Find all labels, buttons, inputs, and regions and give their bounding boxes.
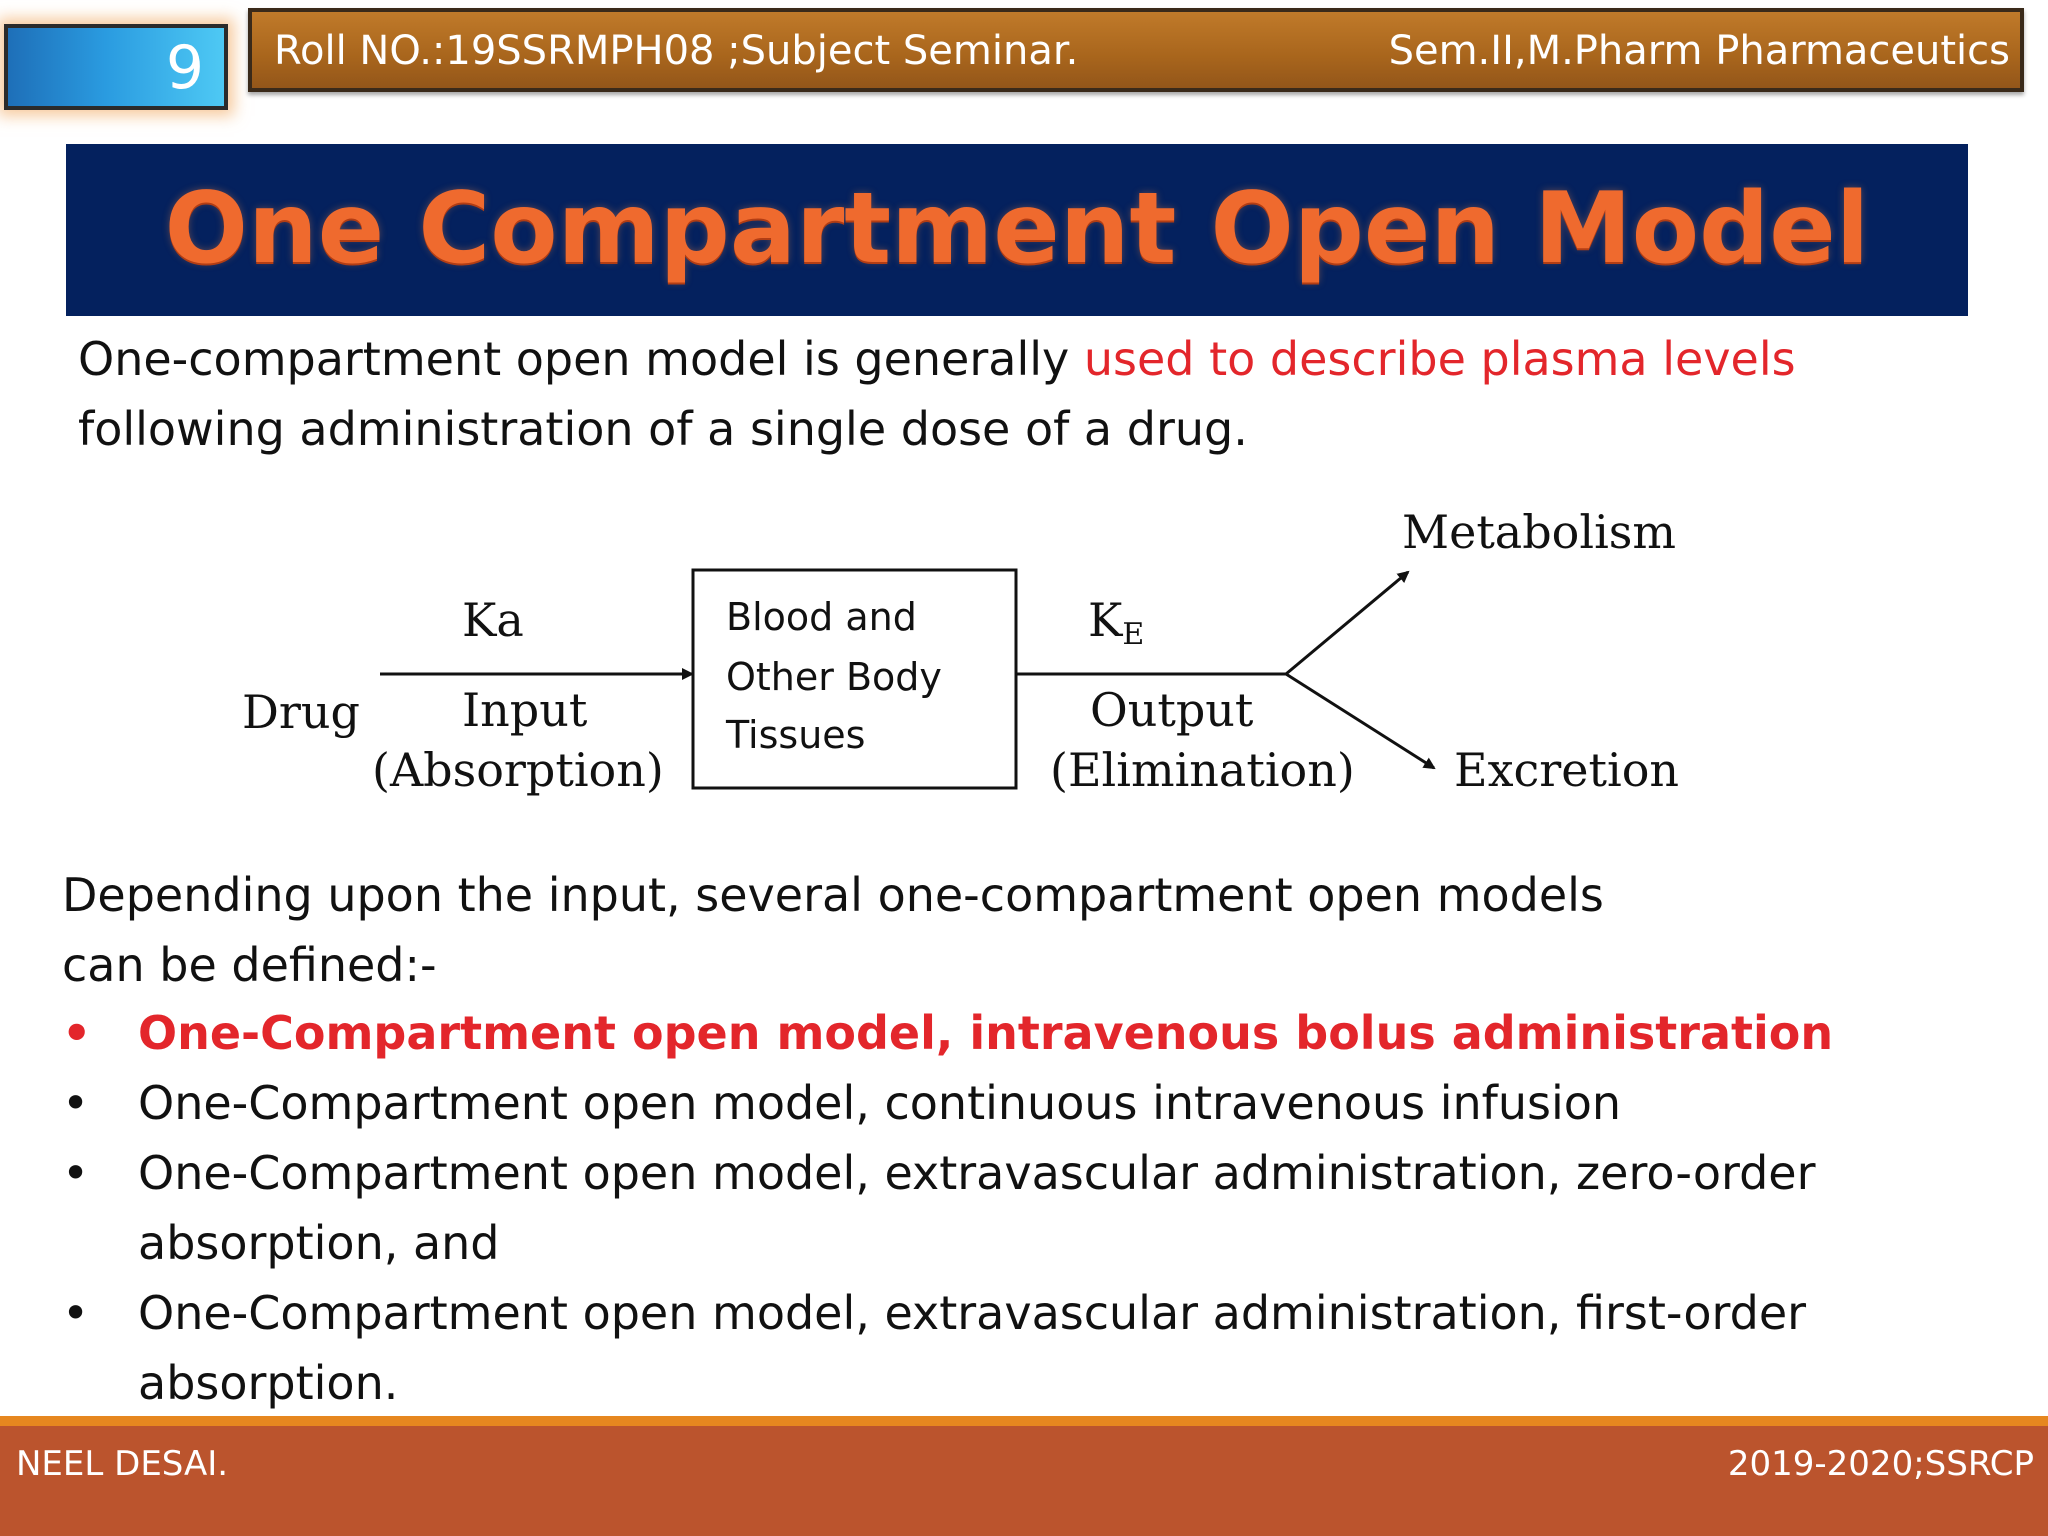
list-item-text: One-Compartment open model, extravascular administration, first-order [138, 1286, 1807, 1340]
intro-highlight: used to describe plasma levels [1083, 332, 1796, 386]
ke-label [1088, 593, 1144, 652]
list-item-text: One-Compartment open model, extravascular administration, zero-order [138, 1146, 1816, 1200]
header-roll-subject: Roll NO.:19SSRMPH08 ;Subject Seminar. [274, 28, 1079, 74]
bullet-icon: • [62, 1286, 90, 1340]
drug-label: Drug [242, 685, 360, 739]
elimination-label: (Elimination) [1050, 743, 1355, 797]
intro-text: One-compartment open model is generally [78, 332, 1084, 386]
bullet-icon: • [62, 1006, 92, 1060]
input-label: Input [462, 683, 588, 737]
slide-number: 9 [165, 33, 204, 103]
list-item-text: One-Compartment open model, intravenous bolus administration [138, 1006, 1834, 1060]
bullet-icon: • [62, 1076, 90, 1130]
ke-subscript: E [1122, 617, 1145, 652]
slide-title: One Compartment Open Model [164, 172, 1870, 286]
header-semester: Sem.II,M.Pharm Pharmaceutics [1388, 28, 2010, 74]
excretion-label: Excretion [1454, 743, 1680, 797]
model-types-list [60, 998, 1960, 1418]
footer-bar [0, 1426, 2048, 1536]
metabolism-arrow [1286, 572, 1408, 674]
intro-line-2: following administration of a single dose of a drug. [78, 402, 1248, 456]
box-text-line-1: Blood and [726, 595, 917, 639]
depending-line-1: Depending upon the input, several one-compartment open models [62, 868, 1604, 922]
depending-line-2: can be defined:- [62, 938, 437, 992]
ka-label: Ka [462, 593, 524, 647]
bullet-icon: • [62, 1146, 90, 1200]
box-text-line-2: Other Body [726, 655, 942, 699]
list-item [60, 1068, 1960, 1138]
output-label: Output [1090, 683, 1254, 737]
footer-year-institute: 2019-2020;SSRCP [1727, 1444, 2034, 1484]
list-item [60, 1278, 1960, 1418]
footer-stripe [0, 1416, 2048, 1426]
footer-author: NEEL DESAI. [16, 1444, 229, 1484]
ke-main: K [1088, 593, 1123, 647]
list-item [60, 1138, 1960, 1278]
list-item-text-continued: absorption, and [138, 1216, 500, 1270]
box-text-line-3: Tissues [726, 713, 866, 757]
list-item-text: One-Compartment open model, continuous intravenous infusion [138, 1076, 1622, 1130]
metabolism-label: Metabolism [1402, 505, 1677, 559]
absorption-label: (Absorption) [372, 743, 664, 797]
list-item-text-continued: absorption. [138, 1356, 399, 1410]
list-item [60, 998, 1960, 1068]
